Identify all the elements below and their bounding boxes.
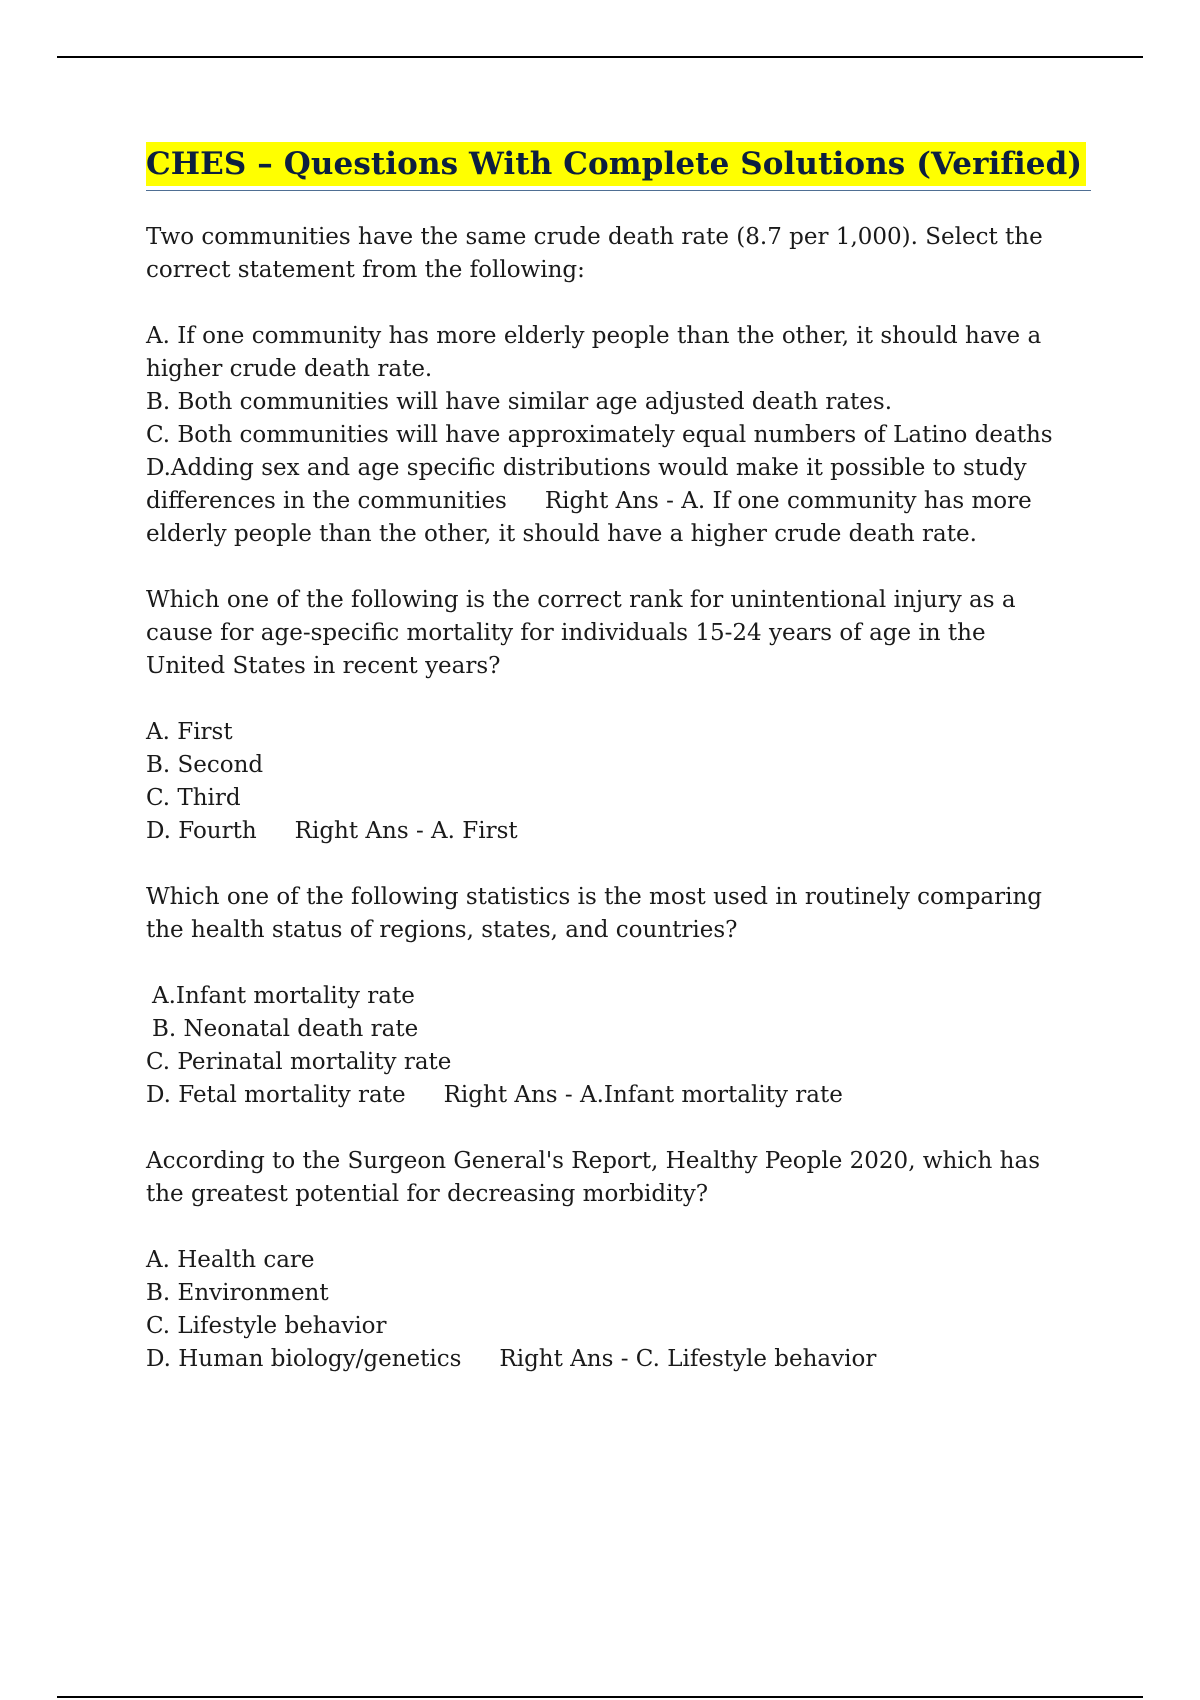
option-line: B. Environment <box>146 1280 329 1306</box>
question-4-options <box>146 1244 1091 1376</box>
question-4-stem <box>146 1145 1091 1211</box>
question-1-options <box>146 320 1091 551</box>
option-line: D. Fourth <box>146 818 257 844</box>
option-line: differences in the communities <box>146 488 507 514</box>
answer-text: Right Ans - A. If one community has more <box>544 488 1032 514</box>
page-top-rule <box>57 56 1143 58</box>
question-2-stem <box>146 584 1091 683</box>
answer-text: elderly people than the other, it should have a higher crude death rate. <box>146 521 977 547</box>
option-line: higher crude death rate. <box>146 356 433 382</box>
option-line: B. Neonatal death rate <box>152 1016 419 1042</box>
document-body <box>146 142 1091 1409</box>
option-answer-line <box>146 1343 1091 1376</box>
option-line: C. Perinatal mortality rate <box>146 1049 452 1075</box>
option-line: B. Both communities will have similar age adjusted death rates. <box>146 389 893 415</box>
answer-text: Right Ans - C. Lifestyle behavior <box>499 1346 877 1372</box>
title-block <box>146 142 1091 191</box>
option-line: C. Lifestyle behavior <box>146 1313 387 1339</box>
question-1-stem <box>146 221 1091 287</box>
question-stem-line: United States in recent years? <box>146 653 501 679</box>
option-line: D.Adding sex and age specific distributions would make it possible to study <box>146 455 1027 481</box>
option-line: B. Second <box>146 752 264 778</box>
question-3-options <box>146 980 1091 1112</box>
option-line: D. Human biology/genetics <box>146 1346 462 1372</box>
answer-text: Right Ans - A. First <box>294 818 518 844</box>
question-stem-line: Which one of the following is the correct rank for unintentional injury as a <box>146 587 1016 613</box>
option-answer-line <box>146 815 1091 848</box>
question-stem-line: the greatest potential for decreasing morbidity? <box>146 1181 709 1207</box>
option-line: C. Both communities will have approximately equal numbers of Latino deaths <box>146 422 1053 448</box>
page-bottom-rule <box>57 1696 1143 1698</box>
question-stem-line: cause for age-specific mortality for individuals 15-24 years of age in the <box>146 620 986 646</box>
option-line: A.Infant mortality rate <box>152 983 415 1009</box>
option-answer-line <box>146 485 1091 518</box>
question-stem-line: According to the Surgeon General's Report, Healthy People 2020, which has <box>146 1148 1041 1174</box>
question-stem-line: the health status of regions, states, and countries? <box>146 917 738 943</box>
answer-text: Right Ans - A.Infant mortality rate <box>443 1082 843 1108</box>
document-title: CHES – Questions With Complete Solutions (Verified) <box>146 142 1086 186</box>
option-line: A. Health care <box>146 1247 315 1273</box>
option-line: A. First <box>146 719 233 745</box>
question-3-stem <box>146 881 1091 947</box>
question-stem-line: Which one of the following statistics is the most used in routinely comparing <box>146 884 1043 910</box>
question-stem-line: correct statement from the following: <box>146 257 585 283</box>
question-2-options <box>146 716 1091 848</box>
option-line: C. Third <box>146 785 241 811</box>
question-stem-line: Two communities have the same crude death rate (8.7 per 1,000). Select the <box>146 224 1043 250</box>
option-answer-line <box>146 1079 1091 1112</box>
option-line: A. If one community has more elderly people than the other, it should have a <box>146 323 1042 349</box>
option-line: D. Fetal mortality rate <box>146 1082 406 1108</box>
